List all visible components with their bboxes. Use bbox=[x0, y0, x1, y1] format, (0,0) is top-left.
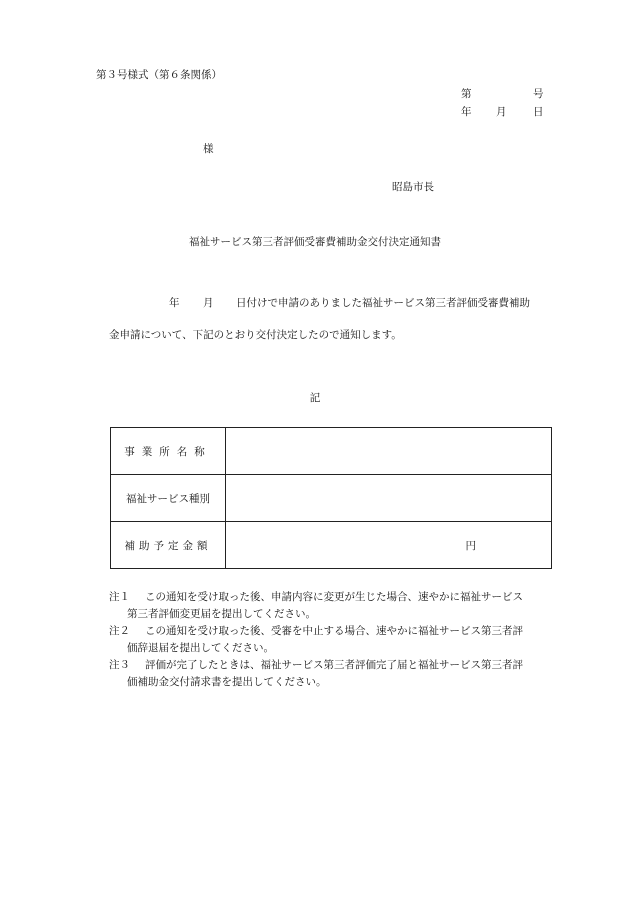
note-3-line-1: 評価が完了したときは、福祉サービス第三者評価完了届と福祉サービス第三者評 bbox=[145, 659, 523, 671]
note-1-line-2: 第三者評価変更届を提出してください。 bbox=[127, 608, 316, 620]
note-2-line-1: この通知を受け取った後、受審を中止する場合、速やかに福祉サービス第三者評 bbox=[145, 625, 523, 637]
note-2-cont bbox=[109, 640, 569, 657]
note-3-cont bbox=[109, 674, 569, 691]
note-1 bbox=[109, 589, 569, 606]
date-month: 月 bbox=[496, 106, 507, 118]
issuer: 昭島市長 bbox=[392, 181, 434, 193]
note-3-line-2: 価補助金交付請求書を提出してください。 bbox=[127, 676, 327, 688]
body-line-1-text: 日付けで申請のありました福祉サービス第三者評価受審費補助 bbox=[236, 297, 530, 309]
form-number: 第３号様式（第６条関係） bbox=[96, 69, 222, 81]
facility-name-label: 事業所名称 bbox=[111, 428, 226, 475]
subsidy-amount-unit: 円 bbox=[226, 522, 552, 569]
date-day: 日 bbox=[533, 106, 544, 118]
note-1-label: 注１ bbox=[109, 591, 130, 603]
doc-number-suffix: 号 bbox=[533, 88, 544, 100]
service-type-value bbox=[226, 475, 552, 522]
notes bbox=[109, 589, 569, 691]
note-3-label: 注３ bbox=[109, 659, 130, 671]
addressee-suffix: 様 bbox=[203, 143, 214, 155]
doc-number-prefix: 第 bbox=[461, 88, 472, 100]
ki-heading: 記 bbox=[309, 392, 321, 404]
table-row bbox=[111, 428, 552, 475]
date-year: 年 bbox=[461, 106, 472, 118]
details-table bbox=[110, 427, 552, 569]
service-type-label: 福祉サービス種別 bbox=[111, 475, 226, 522]
table-row bbox=[111, 522, 552, 569]
note-1-line-1: この通知を受け取った後、申請内容に変更が生じた場合、速やかに福祉サービス bbox=[145, 591, 523, 603]
body-month: 月 bbox=[203, 297, 214, 309]
note-3 bbox=[109, 657, 569, 674]
subsidy-amount-label: 補助予定金額 bbox=[111, 522, 226, 569]
body-line-2: 金申請について、下記のとおり交付決定したので通知します。 bbox=[109, 329, 402, 341]
note-2 bbox=[109, 623, 569, 640]
body-year: 年 bbox=[169, 297, 180, 309]
table-row bbox=[111, 475, 552, 522]
note-2-line-2: 価辞退届を提出してください。 bbox=[127, 642, 274, 654]
document-title: 福祉サービス第三者評価受審費補助金交付決定通知書 bbox=[189, 236, 441, 248]
facility-name-value bbox=[226, 428, 552, 475]
note-1-cont bbox=[109, 606, 569, 623]
note-2-label: 注２ bbox=[109, 625, 130, 637]
